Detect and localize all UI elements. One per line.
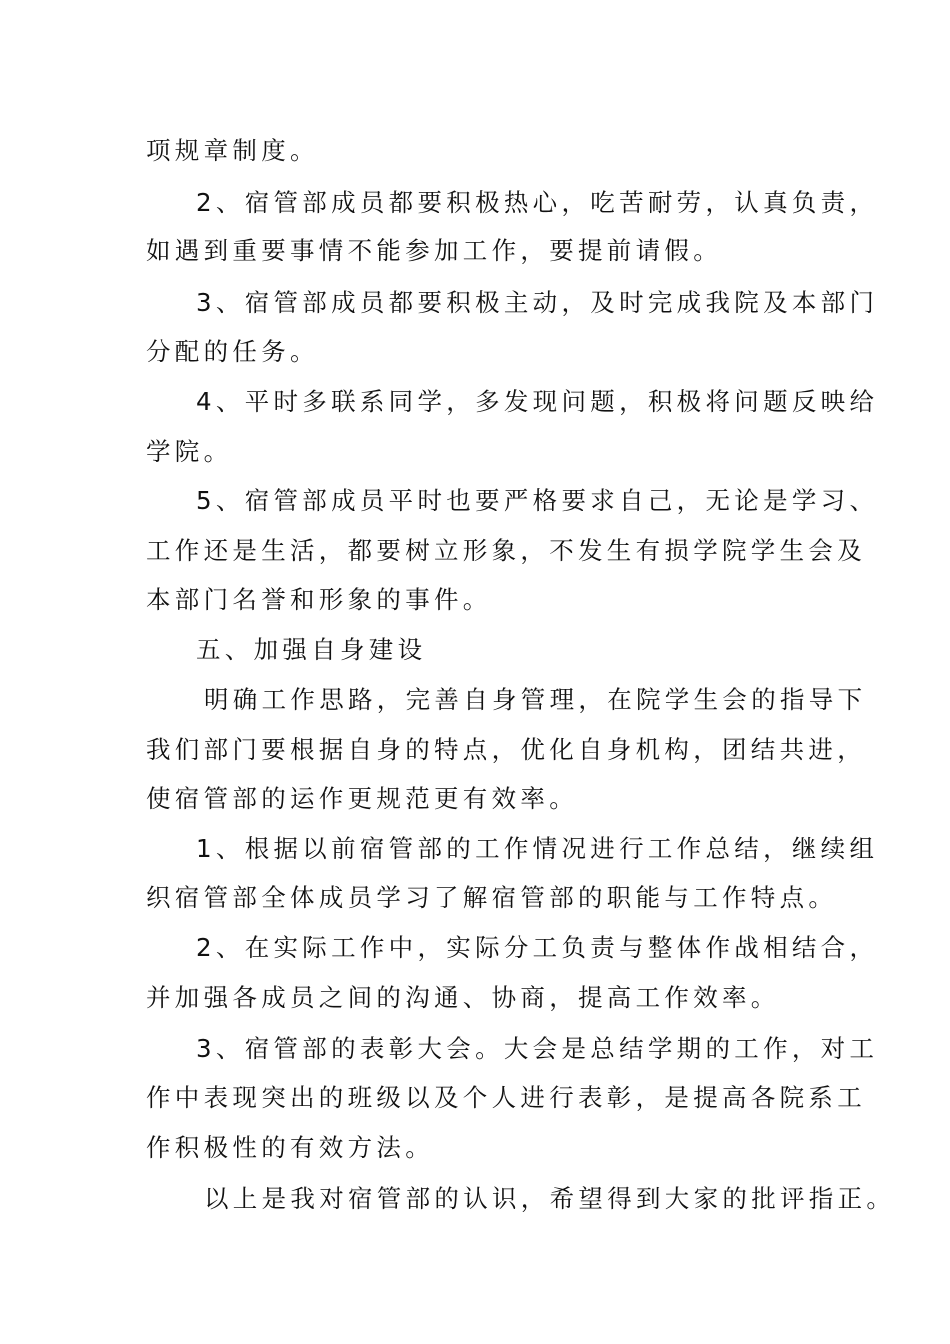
text-line: 4、平时多联系同学，多发现问题，积极将问题反映给 xyxy=(196,387,879,416)
text-line: 明确工作思路，完善自身管理，在院学生会的指导下 xyxy=(204,685,867,714)
text-line: 3、宿管部的表彰大会。大会是总结学期的工作，对工 xyxy=(196,1034,879,1063)
text-line: 工作还是生活，都要树立形象，不发生有损学院学生会及 xyxy=(146,536,866,565)
text-line: 分配的任务。 xyxy=(146,337,319,366)
text-line: 学院。 xyxy=(146,437,233,466)
text-line: 作积极性的有效方法。 xyxy=(146,1133,434,1162)
text-line: 并加强各成员之间的沟通、协商，提高工作效率。 xyxy=(146,983,780,1012)
text-line: 如遇到重要事情不能参加工作，要提前请假。 xyxy=(146,236,722,265)
text-line: 3、宿管部成员都要积极主动，及时完成我院及本部门 xyxy=(196,288,879,317)
text-line: 1、根据以前宿管部的工作情况进行工作总结，继续组 xyxy=(196,834,879,863)
text-line: 以上是我对宿管部的认识，希望得到大家的批评指正。 xyxy=(204,1184,896,1213)
text-line: 作中表现突出的班级以及个人进行表彰，是提高各院系工 xyxy=(146,1083,866,1112)
text-line: 织宿管部全体成员学习了解宿管部的职能与工作特点。 xyxy=(146,883,838,912)
text-line: 项规章制度。 xyxy=(146,136,319,165)
text-line: 2、宿管部成员都要积极热心，吃苦耐劳，认真负责， xyxy=(196,188,879,217)
section-heading: 五、加强自身建设 xyxy=(196,635,427,664)
text-line: 2、在实际工作中，实际分工负责与整体作战相结合， xyxy=(196,933,879,962)
text-line: 5、宿管部成员平时也要严格要求自己，无论是学习、 xyxy=(196,486,879,515)
text-line: 我们部门要根据自身的特点，优化自身机构，团结共进， xyxy=(146,735,866,764)
text-line: 使宿管部的运作更规范更有效率。 xyxy=(146,784,578,813)
text-line: 本部门名誉和形象的事件。 xyxy=(146,585,492,614)
